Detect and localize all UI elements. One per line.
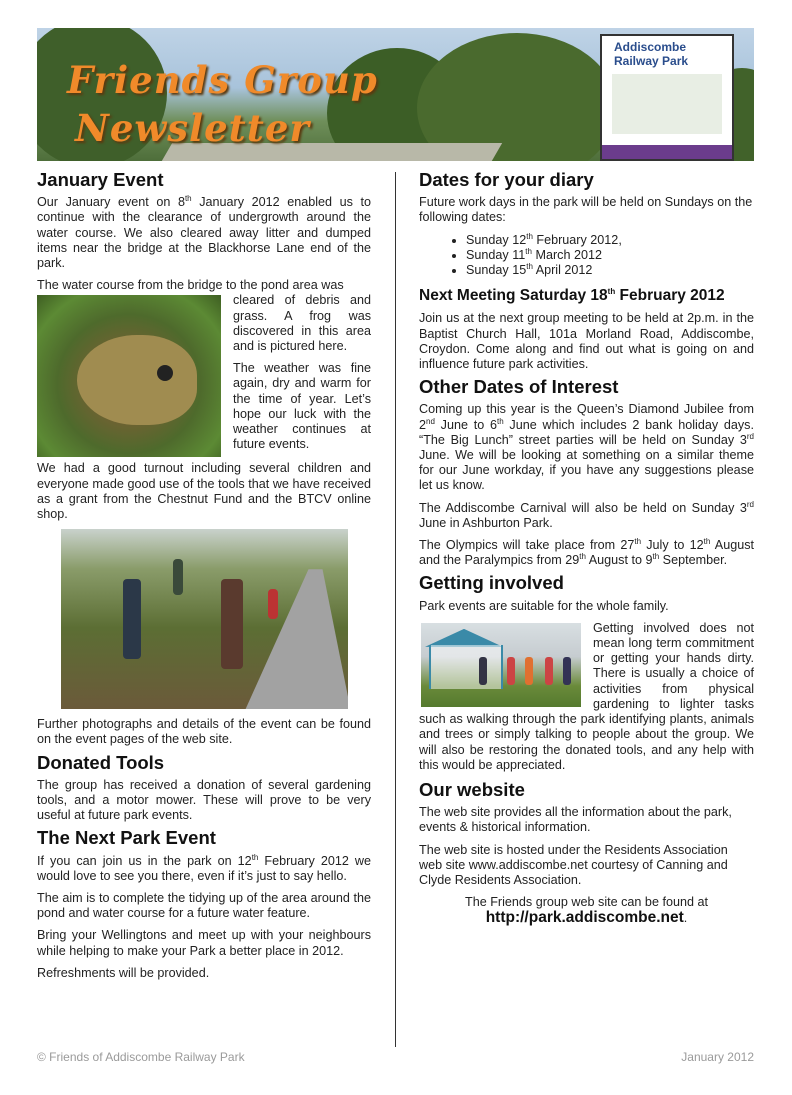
banner-tree [417,33,617,161]
january-event-p2-intro: The water course from the bridge to the pond area was [37,278,344,293]
next-meeting-heading: Next Meeting Saturday 18th February 2012 [419,287,725,305]
website-p2: The web site is hosted under the Residents Association web site www.addiscombe.net courtesy of Canning and Clyde Residents Association. [419,842,728,887]
left-column [37,170,371,988]
january-event-heading: January Event [37,169,164,190]
website-p3: The Friends group web site can be found at [465,895,708,910]
next-event-p1: If you can join us in the park on 12th February 2012 we would love to see you there, even if it’s just to say hello. [37,852,372,883]
footer-copyright: © Friends of Addiscombe Railway Park [37,1050,245,1064]
website-url-line: http://park.addiscombe.net. [485,909,688,927]
photo-person [545,657,553,685]
park-sign [600,34,734,161]
january-event-p2-wrap: cleared of debris and grass. A frog was discovered in this area and is pictured here. [233,293,371,354]
dates-diary-intro: Future work days in the park will be held on Sundays on the following dates: [419,195,753,225]
next-event-p3: Bring your Wellingtons and meet up with your neighbours while helping to make your Park a better place in 2012. [37,928,371,958]
website-heading: Our website [419,778,525,800]
website-url-link[interactable]: http://park.addiscombe.net [485,909,684,927]
other-dates-p1: Coming up this year is the Queen’s Diamond Jubilee from 2nd June to 6th June which includes 2 bank holiday days. “The Big Lunch” street parties will be held on Sunday 3rd June. We will be looking at something on a similar theme for our June workday, if you have any suggestions please let us know. [419,402,754,493]
other-dates-p3: The Olympics will take place from 27th July to 12th August and the Paralympics from 29th August to 9th September. [419,536,755,568]
photo-person [563,657,571,685]
other-dates-p2: The Addiscombe Carnival will also be held on Sunday 3rd June in Ashburton Park. [419,499,754,530]
column-divider [395,172,396,1047]
sign-line1: Addiscombe [614,40,687,54]
donated-tools-p1: The group has received a donation of several gardening tools, and a motor mower. These will prove to be very useful at future park events. [37,777,371,823]
photo-person [173,559,183,595]
newsletter-title-line2: Newsletter [75,106,310,150]
photo-person [507,657,515,685]
right-column [419,170,754,927]
january-event-p1: Our January event on 8th January 2012 enabled us to continue with the clearance of undergrowth around the water course. We also cleared away litter and dumped items near the bridge at the Blackhorse Lane end of the park. [37,194,371,271]
diary-date-item: • Sunday 15th April 2012 [466,263,754,278]
website-p1: The web site provides all the information about the park, events & historical information. [419,805,732,835]
january-event-p3: The weather was fine again, dry and warm for the time of year. Let’s hope our luck with the weather continues at future events. [233,361,371,452]
frog-photo [37,295,221,457]
next-event-p2: The aim is to complete the tidying up of the area around the pond and water course for a future water feature. [37,891,371,921]
newsletter-banner [37,28,754,161]
photo-person [221,579,243,669]
gazebo-tent [429,645,503,689]
next-meeting-p1: Join us at the next group meeting to be held at 2p.m. in the Baptist Church Hall, 101a Morland Road, Addiscombe, Croydon. Come along and find out what is going on and influence future park activities. [419,311,754,372]
sign-map [612,74,722,134]
diary-dates-list [419,233,754,279]
donated-tools-heading: Donated Tools [37,751,165,773]
frog-body [77,335,197,425]
photo-person [123,579,141,659]
january-event-p4: We had a good turnout including several children and everyone made good use of the tools that we have received as a grant from the Chestnut Fund and the BTCV online shop. [37,461,371,522]
footer-date: January 2012 [681,1050,754,1064]
photo-person [268,589,278,619]
getting-involved-p2: Getting involved does not mean long term commitment or getting your hands dirty. There is usually a choice of activities from physical gardening to lighter tasks such as walking through the park identifying plants, animals and trees or simply talking to people about the group. We will also be restoring the donated tools, and any help with this would be appreciated. [419,620,754,772]
gazebo-photo [421,623,581,707]
sign-strip [602,145,732,159]
volunteers-photo [61,529,348,709]
newsletter-title-line1: Friends Group [67,58,378,102]
getting-involved-p1: Park events are suitable for the whole family. [419,598,669,613]
diary-date-item: • Sunday 12th February 2012, [466,233,754,248]
dates-diary-heading: Dates for your diary [419,169,594,190]
getting-involved-heading: Getting involved [419,572,564,594]
sign-line2: Railway Park [614,54,689,68]
other-dates-heading: Other Dates of Interest [419,376,619,398]
photo-person [479,657,487,685]
diary-date-item: • Sunday 11th March 2012 [466,248,754,263]
photo-person [525,657,533,685]
january-event-p5: Further photographs and details of the event can be found on the event pages of the web site. [37,717,371,747]
next-event-heading: The Next Park Event [37,827,216,849]
next-event-p4: Refreshments will be provided. [37,965,210,980]
park-sign-name [614,40,688,68]
